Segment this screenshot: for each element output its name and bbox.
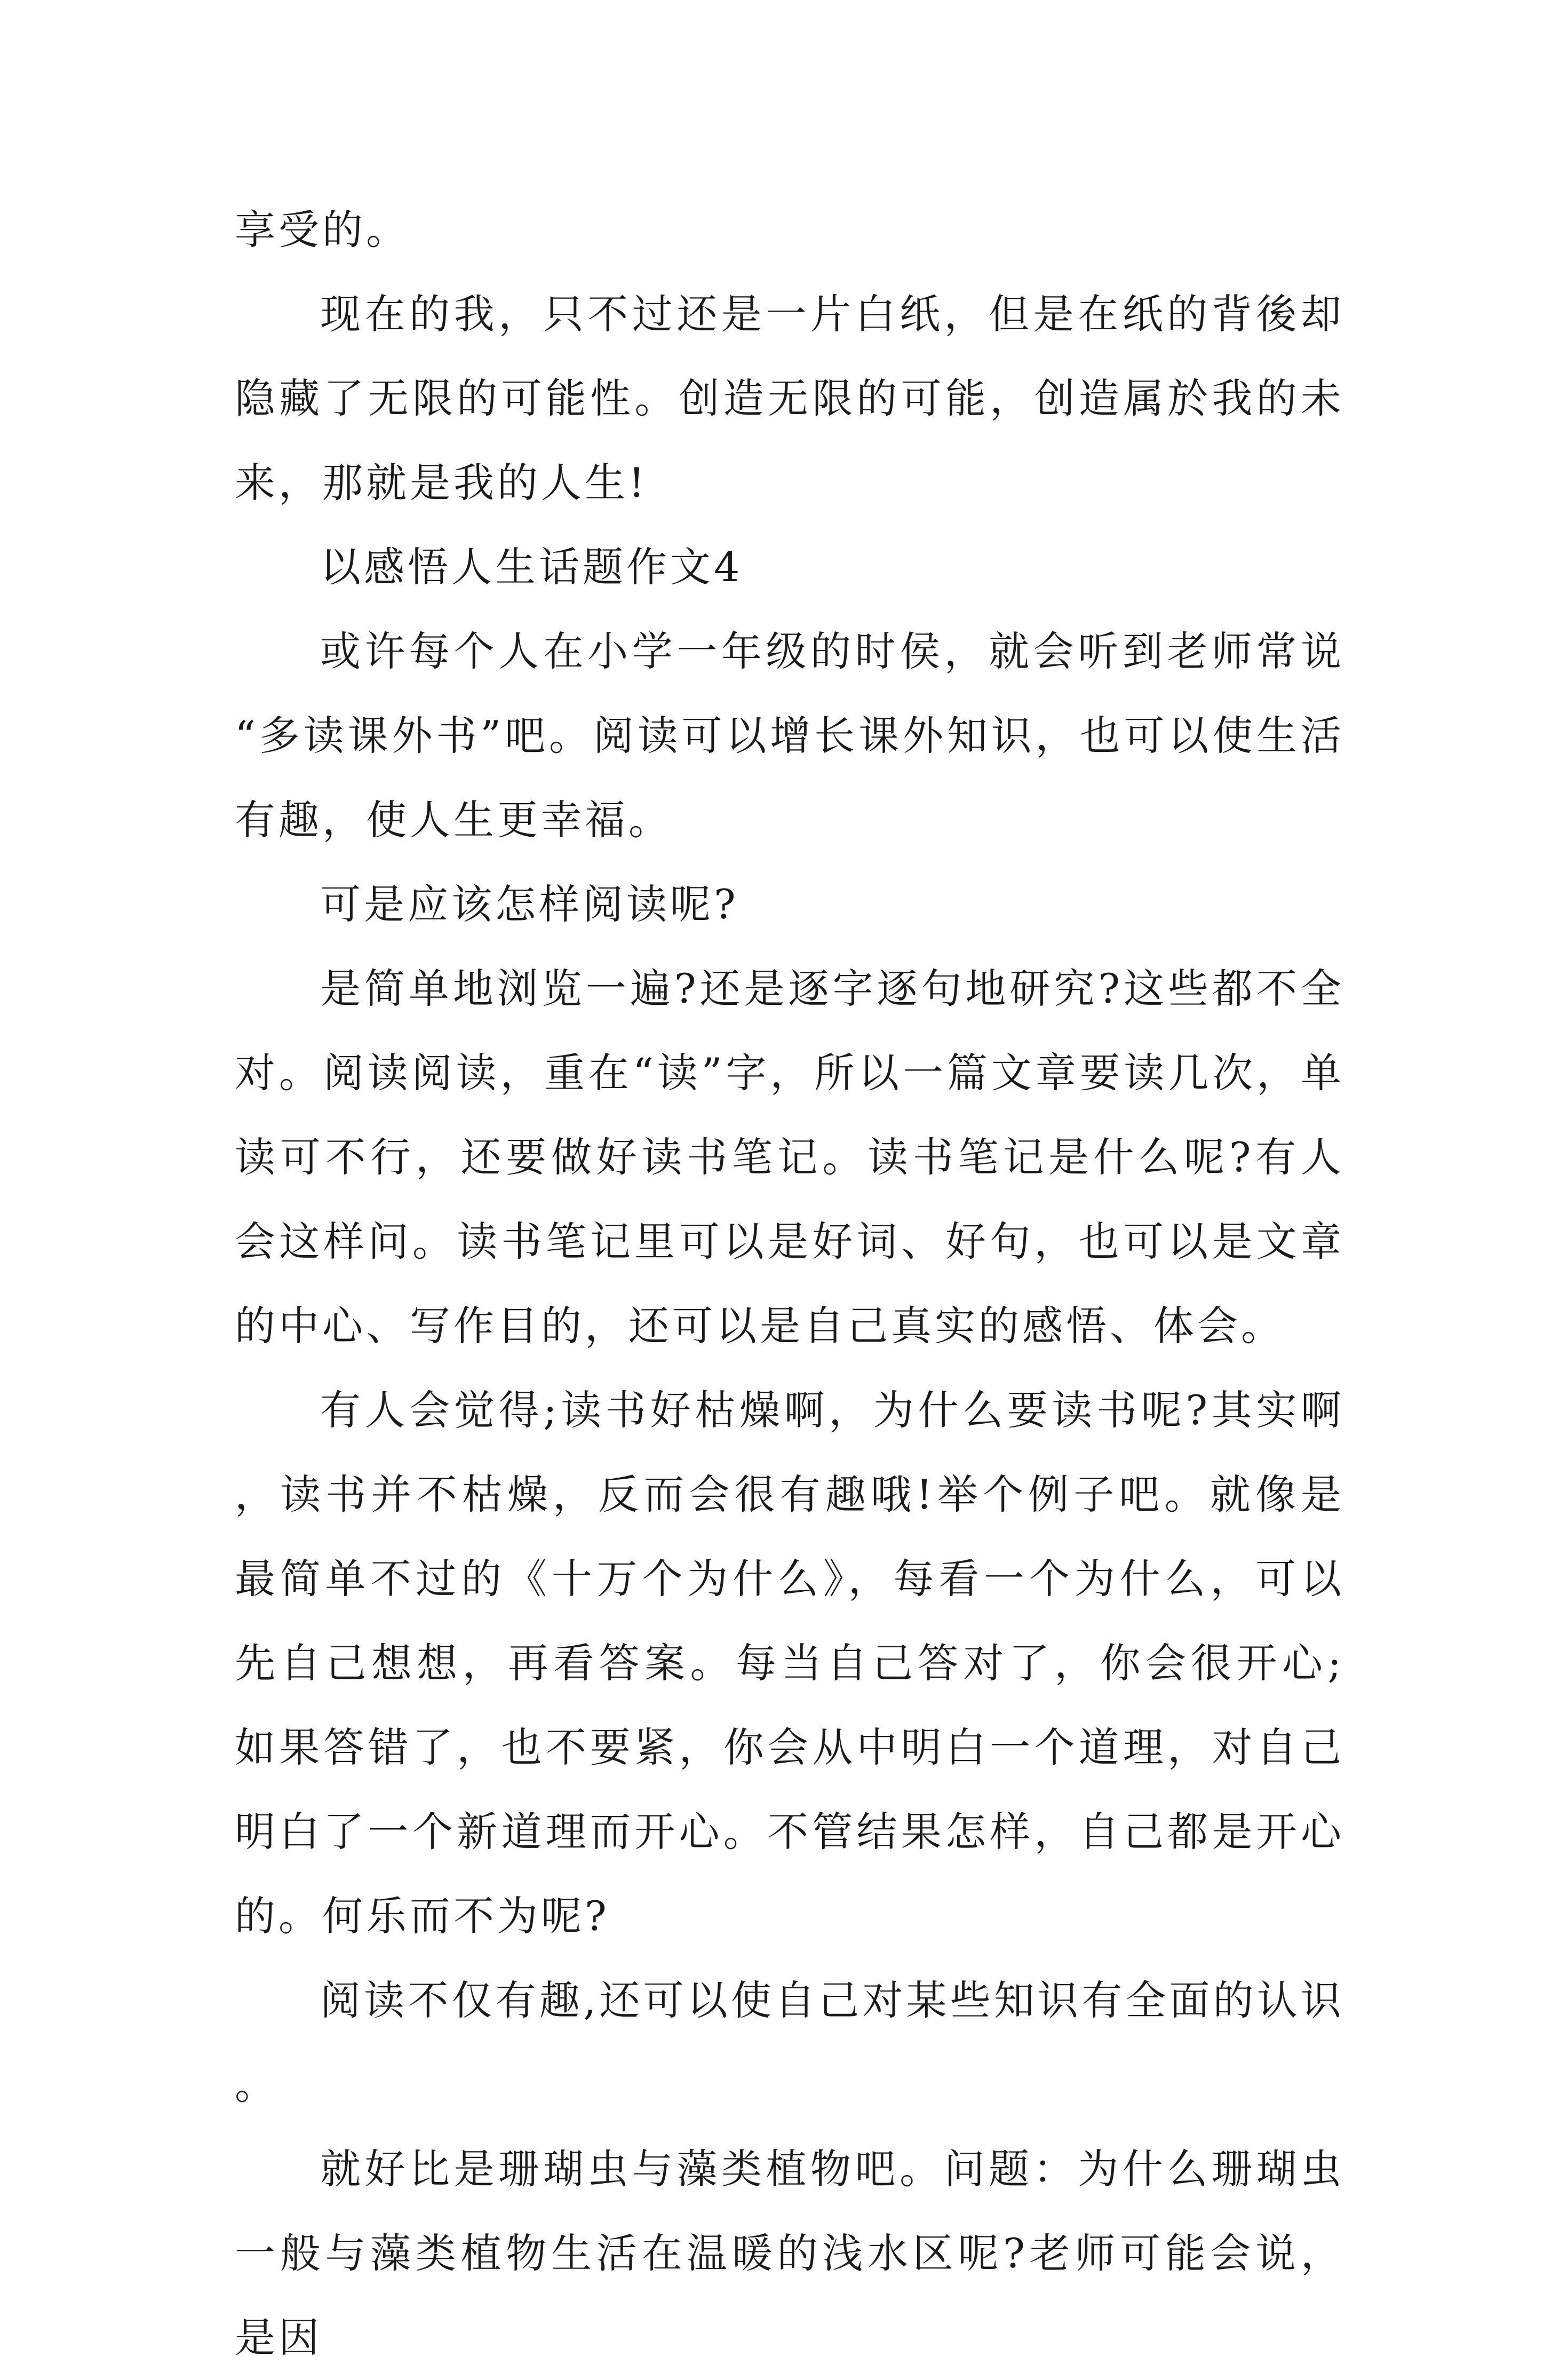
paragraph-4: 可是应该怎样阅读呢?	[320, 880, 739, 928]
paragraph-2: 现在的我，只不过还是一片白纸，但是在纸的背後却隐藏了无限的可能性。创造无限的可能，创造属於我的未来，那就是我的人生!	[235, 290, 1344, 506]
paragraph-6: 有人会觉得;读书好枯燥啊，为什么要读书呢?其实啊，读书并不枯燥，反而会很有趣哦!举个例子吧。就像是最简单不过的《十万个为什么》，每看一个为什么，可以先自己想想，再看答案。每当自己答对了，你会很开心;如果答错了，也不要紧，你会从中明白一个道理，对自己明白了一个新道理而开心。不管结果怎样，自己都是开心的。何乐而不为呢?	[235, 1386, 1344, 1940]
paragraph-7: 阅读不仅有趣,还可以使自己对某些知识有全面的认识。	[235, 1977, 1344, 2108]
paragraph-3: 或许每个人在小学一年级的时侯，就会听到老师常说“多读课外书”吧。阅读可以增长课外知识，也可以使生活有趣，使人生更幸福。	[235, 628, 1344, 844]
document-body	[235, 188, 1344, 2380]
paragraph-1: 享受的。	[235, 206, 410, 253]
paragraph-5: 是简单地浏览一遍?还是逐字逐句地研究?这些都不全对。阅读阅读，重在“读”字，所以一篇文章要读几次，单读可不行，还要做好读书笔记。读书笔记是什么呢?有人会这样问。读书笔记里可以是好词、好句，也可以是文章的中心、写作目的，还可以是自己真实的感悟、体会。	[235, 965, 1344, 1350]
paragraph-8: 就好比是珊瑚虫与藻类植物吧。问题：为什么珊瑚虫一般与藻类植物生活在温暖的浅水区呢?老师可能会说，是因	[235, 2145, 1344, 2361]
section-heading: 以感悟人生话题作文4	[320, 543, 743, 591]
